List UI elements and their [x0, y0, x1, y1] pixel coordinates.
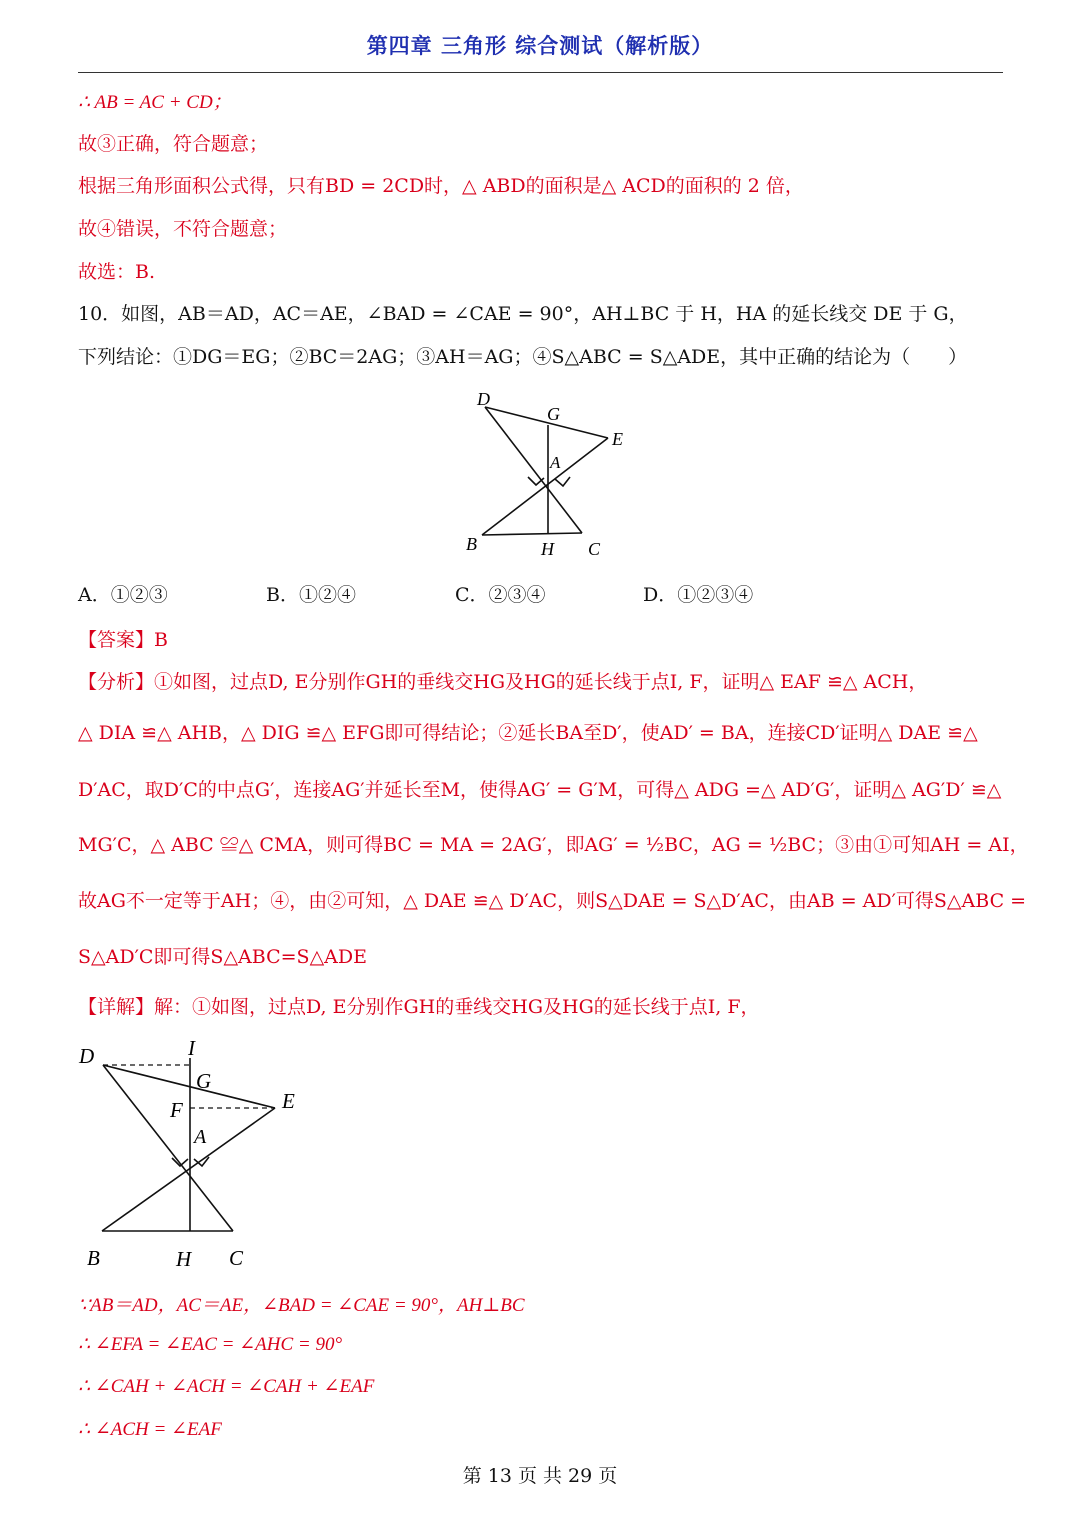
answer-line: 【答案】B	[78, 629, 168, 651]
option-b: B．①②④	[266, 584, 356, 606]
option-c: C．②③④	[455, 584, 546, 606]
solution-line: ∴ ∠ACH = ∠EAF	[78, 1419, 222, 1440]
label-I: I	[188, 1036, 195, 1060]
text-line: 故③正确，符合题意；	[78, 133, 269, 155]
label-E: E	[612, 429, 623, 449]
label-D: D	[79, 1044, 95, 1068]
label-A: A	[194, 1126, 207, 1148]
question-line: 10．如图，AB＝AD，AC＝AE，∠BAD = ∠CAE = 90°，AH⊥BC 于 H，HA 的延长线交 DE 于 G，	[78, 303, 968, 325]
question-line: 下列结论：①DG＝EG；②BC＝2AG；③AH＝AG；④S△ABC = S△ADE，其中正确的结论为（ ）	[78, 346, 968, 368]
header-divider	[78, 72, 1003, 73]
page-footer: 第 13 页 共 29 页	[462, 1465, 618, 1487]
analysis-line: 【分析】①如图，过点D, E分别作GH的垂线交HG及HG的延长线于点I, F，证明△ EAF ≌△ ACH，	[78, 671, 928, 693]
solution-line: ∵AB＝AD，AC＝AE，∠BAD = ∠CAE = 90°，AH⊥BC	[78, 1295, 525, 1316]
label-E: E	[282, 1089, 295, 1113]
detail-figure	[75, 1035, 315, 1280]
label-H: H	[541, 539, 554, 559]
text-line: 故选：B.	[78, 261, 156, 283]
document-header: 第四章 三角形 综合测试（解析版）	[366, 33, 714, 58]
solution-line: ∴ ∠EFA = ∠EAC = ∠AHC = 90°	[78, 1334, 343, 1355]
option-d: D．①②③④	[643, 584, 754, 606]
text-line: 根据三角形面积公式得，只有BD = 2CD时，△ ABD的面积是△ ACD的面积的 2 倍，	[78, 175, 804, 197]
label-G: G	[196, 1069, 212, 1093]
label-F: F	[170, 1098, 183, 1122]
label-G: G	[547, 404, 560, 424]
question-figure	[455, 385, 640, 565]
label-H: H	[176, 1247, 192, 1271]
analysis-line: S△AD′C即可得S△ABC=S△ADE	[78, 946, 368, 968]
option-a: A．①②③	[78, 584, 168, 606]
label-C: C	[229, 1246, 244, 1270]
label-D: D	[477, 389, 490, 409]
label-B: B	[466, 534, 477, 554]
text-line: 故④错误，不符合题意；	[78, 218, 288, 240]
label-B: B	[87, 1246, 100, 1270]
analysis-line: D′AC，取D′C的中点G′，连接AG′并延长至M，使得AG′ = G′M，可得△ ADG =△ AD′G′，证明△ AG′D′ ≌△	[78, 779, 1002, 801]
label-C: C	[588, 539, 601, 559]
analysis-line: △ DIA ≌△ AHB，△ DIG ≌△ EFG即可得结论；②延长BA至D′，使AD′ = BA，连接CD′证明△ DAE ≌△	[78, 722, 978, 744]
analysis-line: MG′C，△ ABC ≌△ CMA，则可得BC = MA = 2AG′，即AG′ = ½BC，AG = ½BC；③由①可知AH = AI，	[78, 834, 1029, 856]
solution-line: ∴ ∠CAH + ∠ACH = ∠CAH + ∠EAF	[78, 1376, 375, 1397]
detail-line: 【详解】解：①如图，过点D, E分别作GH的垂线交HG及HG的延长线于点I, F，	[78, 996, 760, 1018]
text-line: ∴ AB = AC + CD；	[78, 92, 232, 113]
analysis-line: 故AG不一定等于AH；④，由②可知，△ DAE ≌△ D′AC，则S△DAE = S△D′AC，由AB = AD′可得S△ABC =	[78, 890, 1027, 912]
label-A: A	[550, 453, 561, 472]
